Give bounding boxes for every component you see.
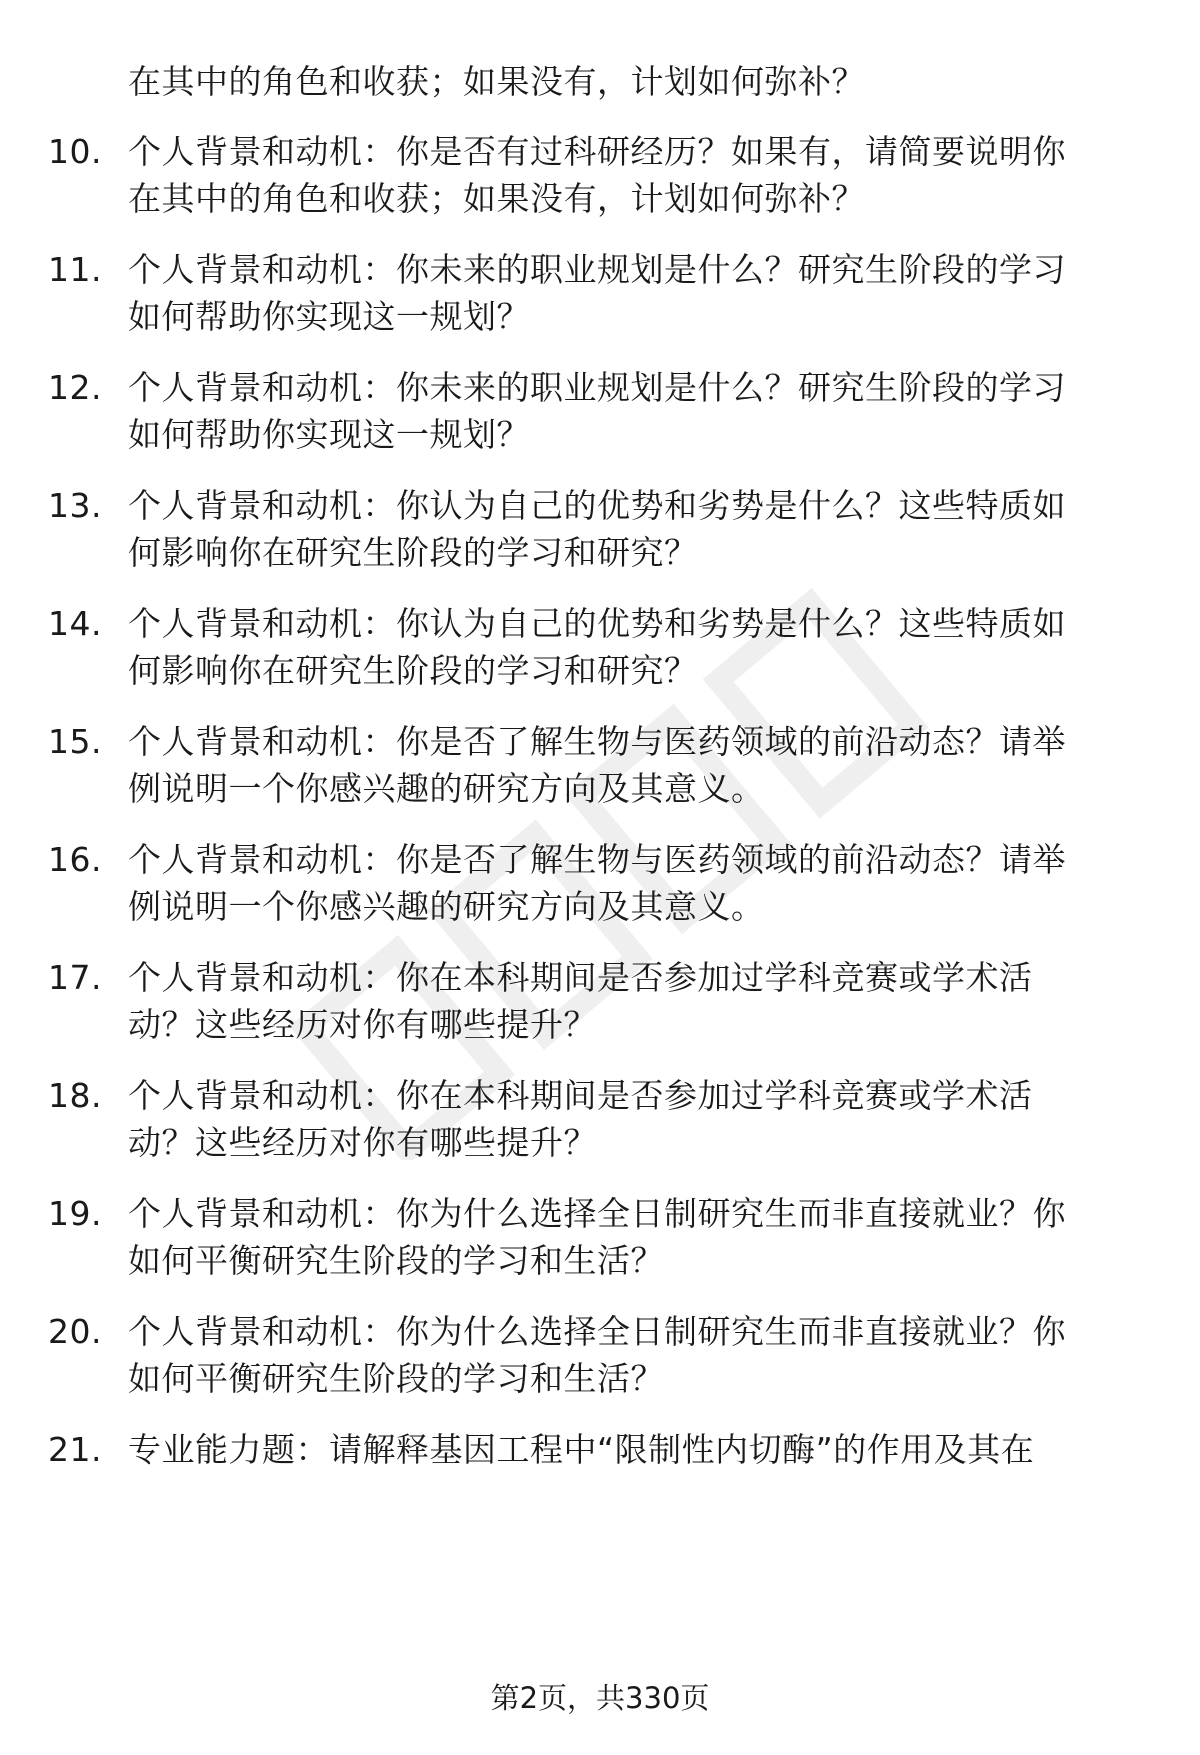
question-line: 动？这些经历对你有哪些提升？ <box>128 1123 597 1162</box>
question-line: 如何平衡研究生阶段的学习和生活？ <box>128 1241 664 1280</box>
question-number: 18. <box>48 1076 102 1115</box>
question-number: 13. <box>48 486 102 525</box>
question-number: 11. <box>48 250 102 289</box>
question-line: 例说明一个你感兴趣的研究方向及其意义。 <box>128 887 765 926</box>
question-number: 16. <box>48 840 102 879</box>
question-line: 个人背景和动机：你未来的职业规划是什么？研究生阶段的学习 <box>128 368 1066 407</box>
question-line: 个人背景和动机：你是否有过科研经历？如果有，请简要说明你 <box>128 132 1066 171</box>
question-text <box>128 954 1168 1048</box>
question-number: 15. <box>48 722 102 761</box>
question-text <box>128 600 1168 694</box>
question-text <box>128 1426 1168 1473</box>
question-text <box>128 482 1168 576</box>
question-line: 如何平衡研究生阶段的学习和生活？ <box>128 1359 664 1398</box>
continuation-line: 在其中的角色和收获；如果没有，计划如何弥补？ <box>128 62 865 101</box>
question-line: 专业能力题：请解释基因工程中“限制性内切酶”的作用及其在 <box>128 1430 1035 1469</box>
question-text <box>128 1072 1168 1166</box>
question-number: 12. <box>48 368 102 407</box>
question-line: 在其中的角色和收获；如果没有，计划如何弥补？ <box>128 179 865 218</box>
question-line: 如何帮助你实现这一规划？ <box>128 297 530 336</box>
question-number: 17. <box>48 958 102 997</box>
question-text <box>128 1308 1168 1402</box>
question-text <box>128 246 1168 340</box>
question-line: 个人背景和动机：你认为自己的优势和劣势是什么？这些特质如 <box>128 486 1066 525</box>
question-number: 20. <box>48 1312 102 1351</box>
question-line: 个人背景和动机：你认为自己的优势和劣势是什么？这些特质如 <box>128 604 1066 643</box>
question-line: 个人背景和动机：你是否了解生物与医药领域的前沿动态？请举 <box>128 840 1066 879</box>
question-line: 何影响你在研究生阶段的学习和研究？ <box>128 533 698 572</box>
question-line: 个人背景和动机：你在本科期间是否参加过学科竞赛或学术活 <box>128 1076 1033 1115</box>
question-number: 10. <box>48 132 102 171</box>
question-text <box>128 364 1168 458</box>
question-line: 如何帮助你实现这一规划？ <box>128 415 530 454</box>
question-line: 例说明一个你感兴趣的研究方向及其意义。 <box>128 769 765 808</box>
question-number: 19. <box>48 1194 102 1233</box>
question-line: 个人背景和动机：你是否了解生物与医药领域的前沿动态？请举 <box>128 722 1066 761</box>
question-line: 个人背景和动机：你在本科期间是否参加过学科竞赛或学术活 <box>128 958 1033 997</box>
question-text <box>128 836 1168 930</box>
question-line: 动？这些经历对你有哪些提升？ <box>128 1005 597 1044</box>
question-line: 个人背景和动机：你未来的职业规划是什么？研究生阶段的学习 <box>128 250 1066 289</box>
question-line: 个人背景和动机：你为什么选择全日制研究生而非直接就业？你 <box>128 1194 1066 1233</box>
question-number: 14. <box>48 604 102 643</box>
page-footer: 第2页，共330页 <box>490 1681 710 1715</box>
question-line: 个人背景和动机：你为什么选择全日制研究生而非直接就业？你 <box>128 1312 1066 1351</box>
question-text <box>128 1190 1168 1284</box>
question-line: 何影响你在研究生阶段的学习和研究？ <box>128 651 698 690</box>
question-text <box>128 718 1168 812</box>
question-text <box>128 128 1168 222</box>
question-number: 21. <box>48 1430 102 1469</box>
